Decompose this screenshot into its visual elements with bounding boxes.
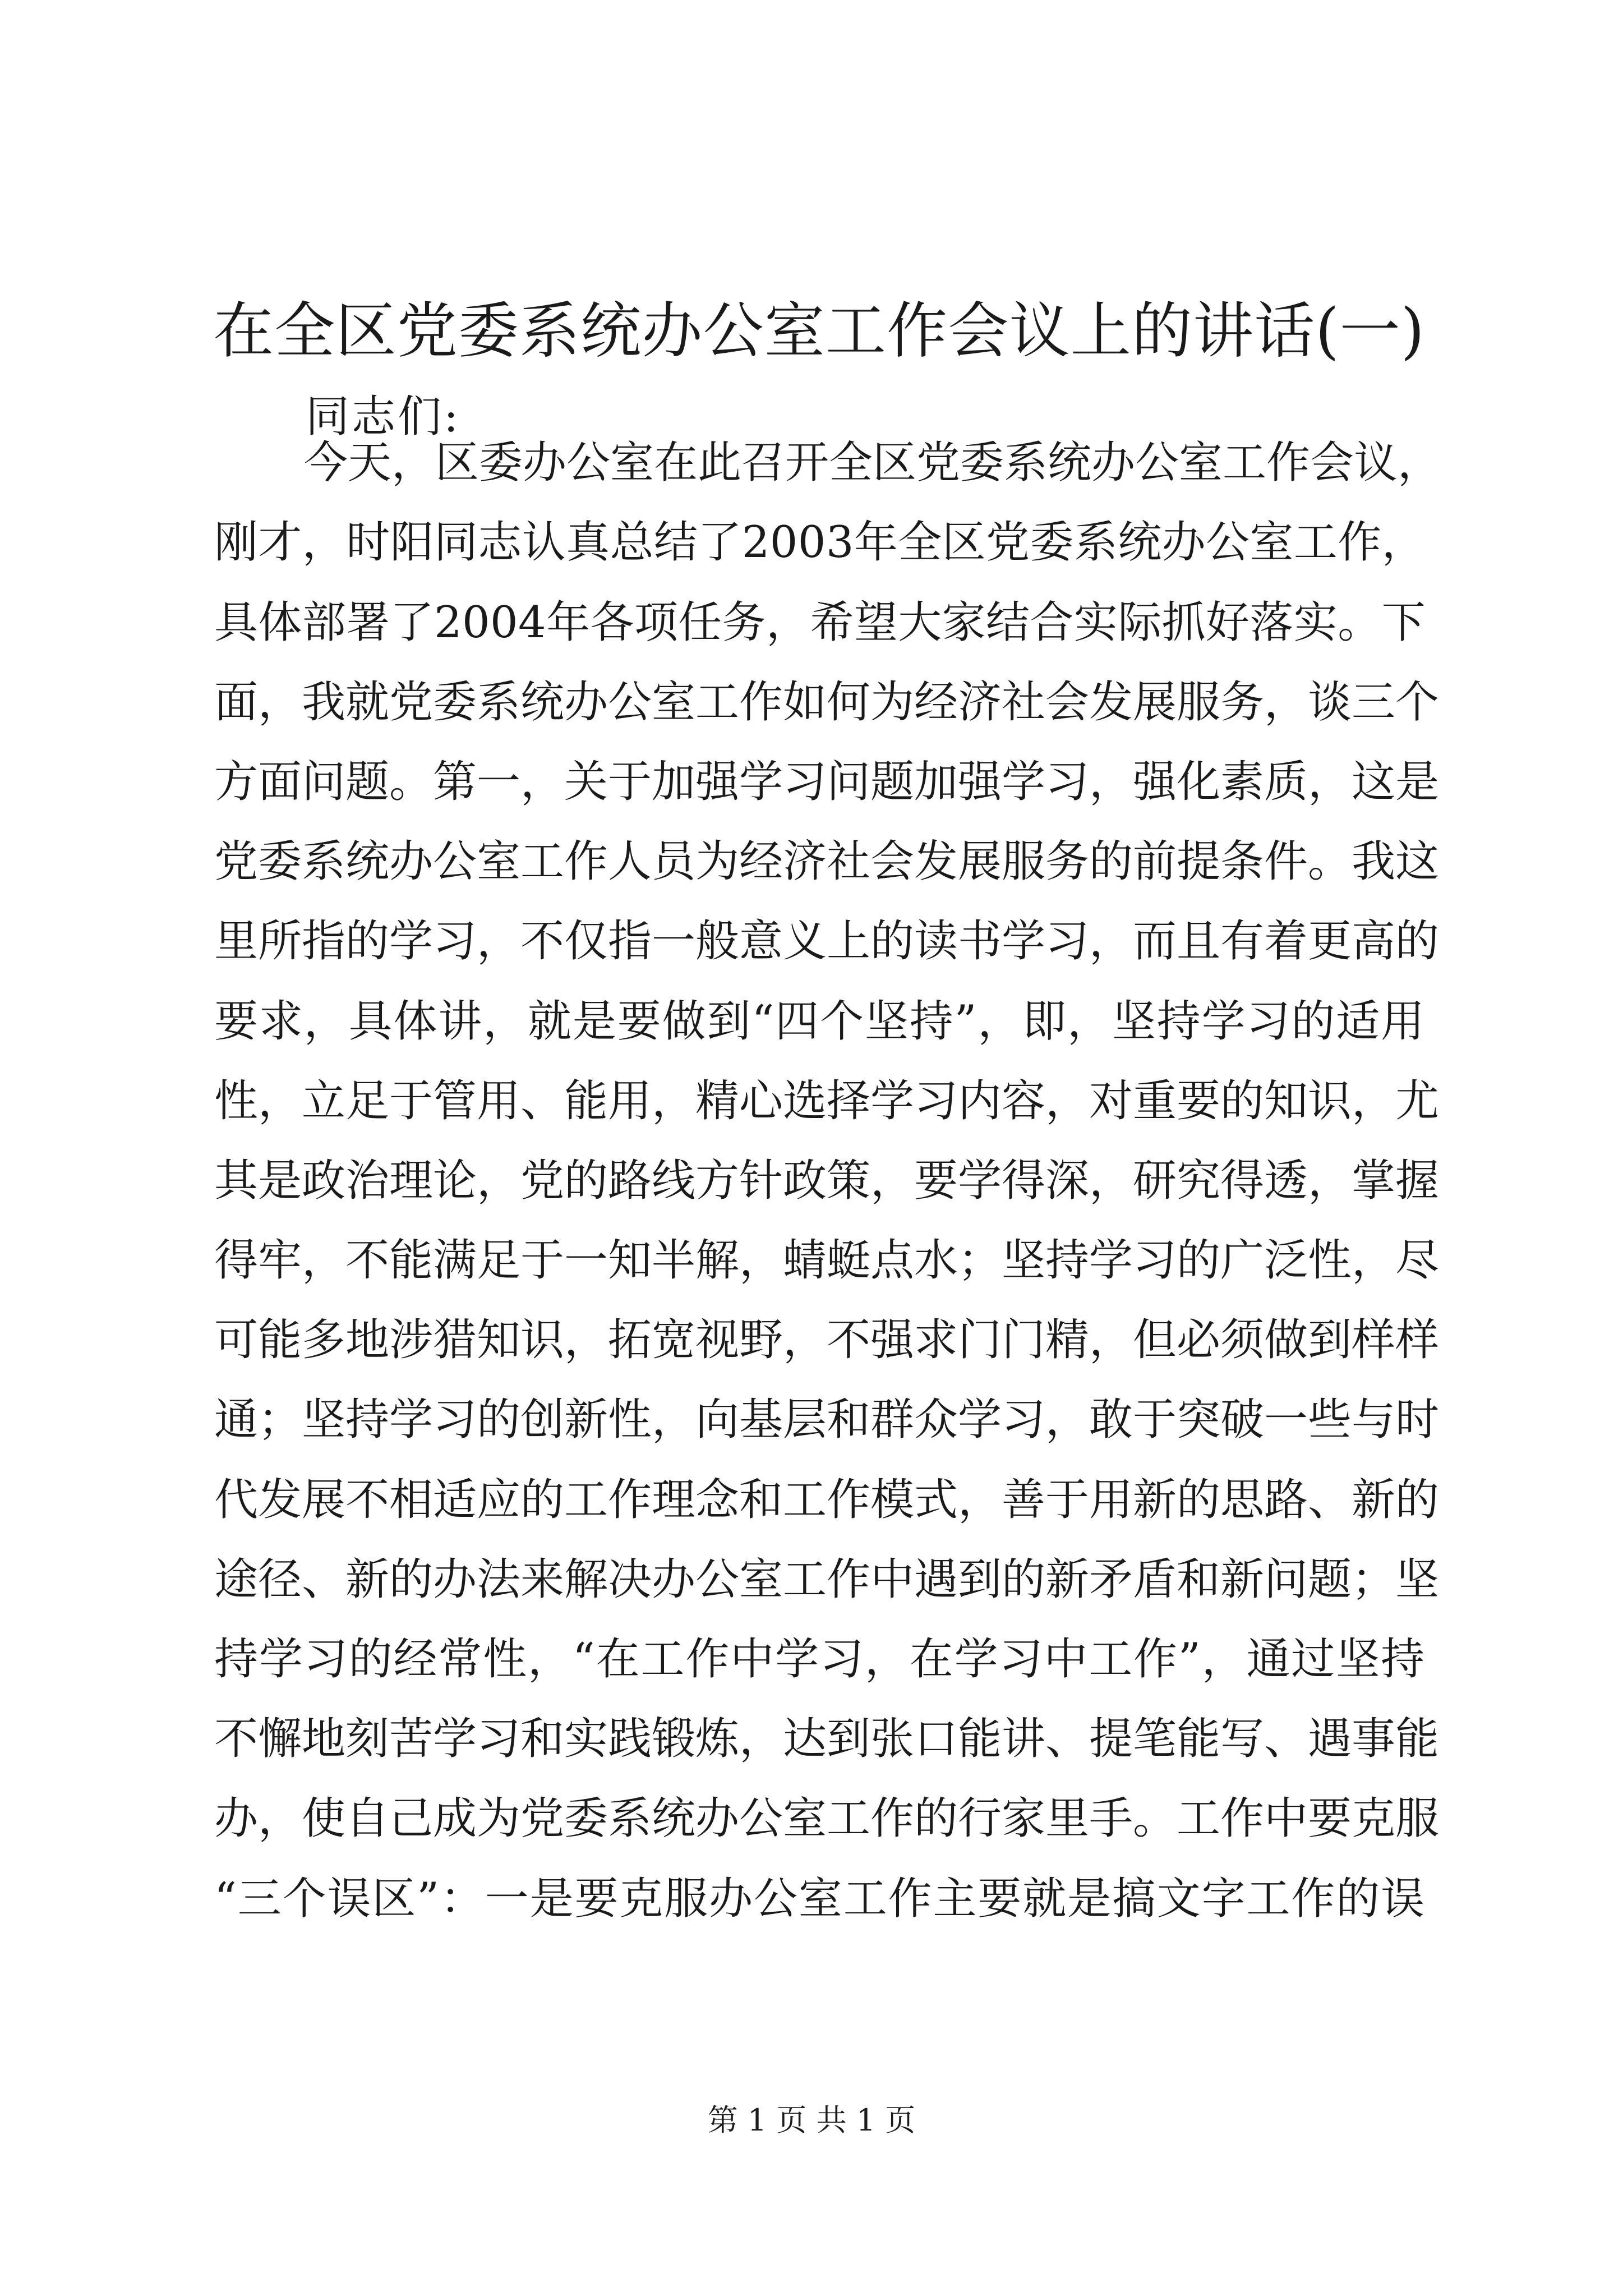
document-body xyxy=(214,343,1442,1939)
body-line: 面，我就党委系统办公室工作如何为经济社会发展服务，谈三个 xyxy=(214,677,1440,728)
body-line: 其是政治理论，党的路线方针政策，要学得深，研究得透，掌握 xyxy=(214,1155,1440,1206)
document-title: 在全区党委系统办公室工作会议上的讲话(一) xyxy=(213,296,1425,366)
body-line: 途径、新的办法来解决办公室工作中遇到的新矛盾和新问题；坚 xyxy=(214,1554,1440,1605)
line-spacer xyxy=(214,343,1426,423)
body-line: 方面问题。第一，关于加强学习问题加强学习，强化素质，这是 xyxy=(214,756,1440,807)
body-line: 持学习的经常性，“在工作中学习，在学习中工作”，通过坚持 xyxy=(214,1634,1426,1685)
body-line: 通；坚持学习的创新性，向基层和群众学习，敢于突破一些与时 xyxy=(214,1395,1440,1446)
body-line: 刚才，时阳同志认真总结了2003年全区党委系统办公室工作， xyxy=(214,517,1426,568)
body-line: 里所指的学习，不仅指一般意义上的读书学习，而且有着更高的 xyxy=(214,916,1440,967)
body-line: 不懈地刻苦学习和实践锻炼，达到张口能讲、提笔能写、遇事能 xyxy=(214,1714,1440,1765)
body-line: “三个误区”：一是要克服办公室工作主要就是搞文字工作的误 xyxy=(214,1873,1426,1924)
body-line: 得牢，不能满足于一知半解，蜻蜓点水；坚持学习的广泛性，尽 xyxy=(214,1235,1440,1286)
body-line: 要求，具体讲，就是要做到“四个坚持”，即，坚持学习的适用 xyxy=(214,996,1426,1047)
body-line: 代发展不相适应的工作理念和工作模式，善于用新的思路、新的 xyxy=(214,1474,1440,1525)
salutation: 同志们: xyxy=(306,392,461,442)
body-line: 性，立足于管用、能用，精心选择学习内容，对重要的知识，尤 xyxy=(214,1075,1440,1126)
page-footer: 第 1 页 共 1 页 xyxy=(707,2102,916,2138)
body-line: 今天，区委办公室在此召开全区党委系统办公室工作会议， xyxy=(304,438,1442,489)
body-line: 办，使自己成为党委系统办公室工作的行家里手。工作中要克服 xyxy=(214,1793,1440,1844)
body-line: 具体部署了2004年各项任务，希望大家结合实际抓好落实。下 xyxy=(214,597,1426,648)
body-line: 党委系统办公室工作人员为经济社会发展服务的前提条件。我这 xyxy=(214,836,1440,887)
body-line: 可能多地涉猎知识，拓宽视野，不强求门门精，但必须做到样样 xyxy=(214,1315,1440,1366)
